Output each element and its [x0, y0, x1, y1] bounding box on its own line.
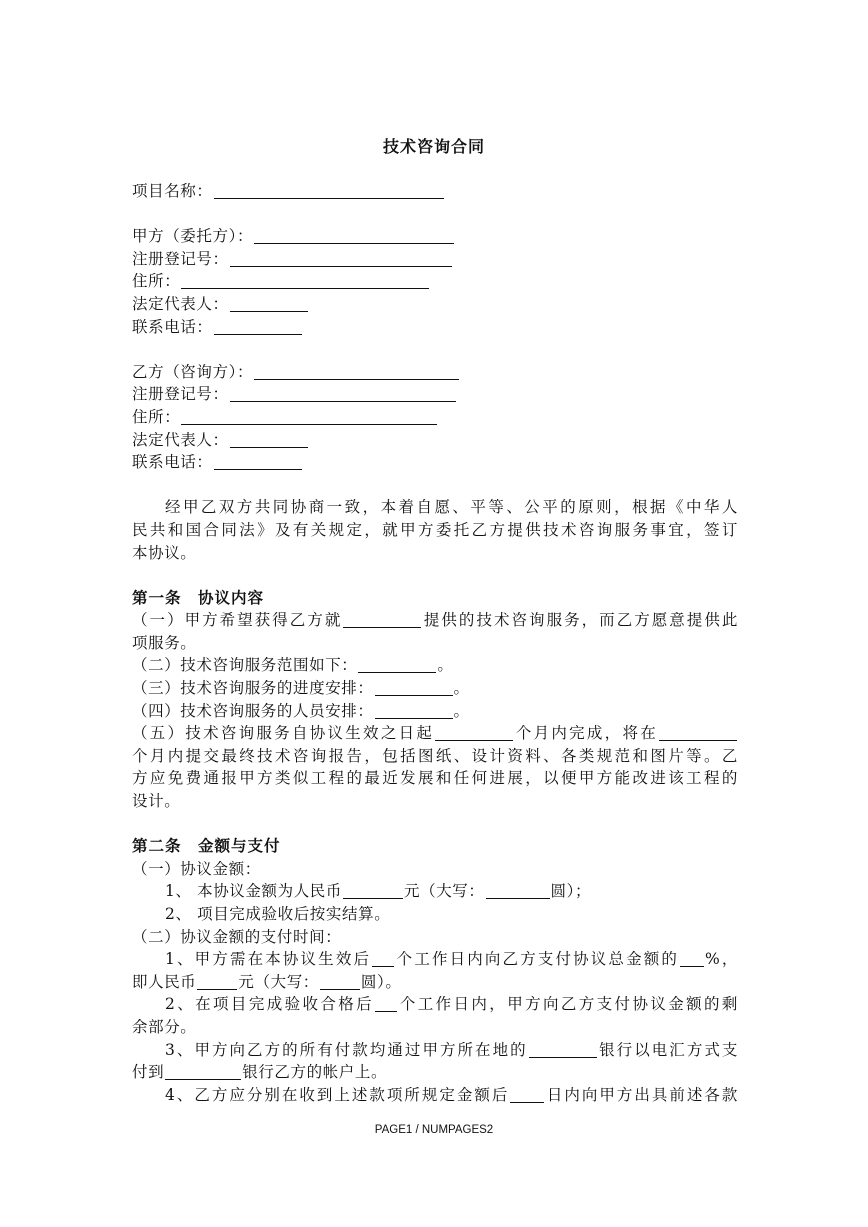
- party-b-rep-label: 法定代表人：: [132, 430, 229, 449]
- text-segment: （一）甲方希望获得乙方就: [132, 611, 343, 630]
- text-segment: 个月内完成，将在: [514, 724, 658, 743]
- party-a-reg-blank[interactable]: [230, 250, 452, 267]
- page-number-footer: PAGE1 / NUMPAGES2: [374, 1124, 494, 1136]
- party-a-phone-blank[interactable]: [214, 318, 302, 335]
- article-1-item-1: [132, 609, 738, 632]
- service-scope-blank[interactable]: [358, 656, 436, 673]
- party-a-address-blank[interactable]: [181, 272, 429, 289]
- article-1-item-5-cont-2: 方应免费通报甲方类似工程的最近发展和任何进展，以便甲方能改进该工程的: [132, 769, 738, 788]
- text-segment: 圆）。: [360, 972, 402, 991]
- party-a-rep-blank[interactable]: [230, 295, 308, 312]
- text-segment: （四）技术咨询服务的人员安排：: [132, 701, 374, 720]
- text-segment: 。: [453, 701, 470, 720]
- article-1-item-5-cont-3: 设计。: [132, 792, 181, 811]
- payment-clause-2: [132, 993, 738, 1016]
- text-segment: 。: [453, 679, 470, 698]
- preamble-line-3: 本协议。: [132, 543, 197, 562]
- text-segment: （五）技术咨询服务自协议生效之日起: [132, 724, 435, 743]
- article-2-section-1: （一）协议金额：: [132, 859, 261, 878]
- text-segment: 。: [437, 656, 454, 675]
- amount-blank[interactable]: [343, 882, 403, 899]
- payment-days-blank[interactable]: [372, 950, 394, 967]
- article-1: [132, 587, 738, 813]
- text-segment: %，: [705, 950, 738, 969]
- payer-bank-blank[interactable]: [529, 1041, 597, 1058]
- article-2-section-1-item-1: [132, 880, 738, 903]
- text-segment: 3、甲方向乙方的所有付款均通过甲方所在地的: [165, 1040, 528, 1059]
- text-segment: 银行乙方的帐户上。: [242, 1063, 388, 1082]
- party-a-address-label: 住所：: [132, 272, 181, 291]
- party-a-block: [132, 225, 738, 338]
- party-a-phone-label: 联系电话：: [132, 317, 213, 336]
- invoice-days-blank[interactable]: [510, 1086, 544, 1103]
- text-segment: 即人民币: [132, 972, 197, 991]
- document-title: 技术咨询合同: [382, 137, 485, 156]
- amount-words-blank[interactable]: [486, 882, 550, 899]
- text-segment: 4、乙方应分别在收到上述款项所规定金额后: [165, 1085, 510, 1104]
- party-b-address-label: 住所：: [132, 407, 181, 426]
- payment-clause-1: [132, 948, 738, 971]
- party-b-name-blank[interactable]: [254, 363, 459, 380]
- text-segment: 1、甲方需在本协议生效后: [165, 950, 372, 969]
- preamble-paragraph: [132, 496, 738, 564]
- staffing-blank[interactable]: [375, 702, 453, 719]
- article-1-item-4: [132, 700, 738, 723]
- document-body: [132, 180, 738, 1106]
- payment-clause-3: [132, 1039, 738, 1062]
- article-1-item-5: [132, 722, 738, 745]
- completion-months-blank[interactable]: [435, 724, 513, 741]
- text-segment: 提供的技术咨询服务，而乙方愿意提供此: [422, 611, 738, 630]
- payment-clause-4: [132, 1084, 738, 1107]
- party-b-rep-blank[interactable]: [230, 431, 308, 448]
- text-segment: （三）技术咨询服务的进度安排：: [132, 679, 374, 698]
- party-b-phone-blank[interactable]: [214, 453, 302, 470]
- payment-clause-2-cont: 余部分。: [132, 1017, 197, 1036]
- final-payment-days-blank[interactable]: [375, 995, 397, 1012]
- text-segment: 日内向甲方出具前述各款: [545, 1085, 738, 1104]
- article-1-item-5-cont-1: 个月内提交最终技术咨询报告，包括图纸、设计资料、各类规范和图片等。乙: [132, 746, 738, 765]
- text-segment: 圆）；: [550, 882, 592, 901]
- party-b-block: [132, 361, 738, 474]
- article-1-item-2: [132, 654, 738, 677]
- article-1-item-3: [132, 677, 738, 700]
- party-b-phone-label: 联系电话：: [132, 453, 213, 472]
- text-segment: 元（大写：: [238, 972, 319, 991]
- party-b-name-label: 乙方（咨询方）：: [132, 362, 254, 381]
- article-1-item-1-cont: 项服务。: [132, 633, 197, 652]
- article-2-section-1-item-2: 2、 项目完成验收后按实结算。: [165, 905, 391, 923]
- article-2: [132, 835, 738, 1106]
- party-a-rep-label: 法定代表人：: [132, 294, 229, 313]
- service-subject-blank[interactable]: [343, 611, 421, 628]
- text-segment: 1、 本协议金额为人民币: [165, 882, 342, 901]
- payment-percent-blank[interactable]: [680, 950, 704, 967]
- payment-clause-1-cont: [132, 971, 738, 994]
- schedule-blank[interactable]: [375, 679, 453, 696]
- text-segment: 个工作日内向乙方支付协议总金额的: [395, 950, 680, 969]
- preamble-line-2: 民共和国合同法》及有关规定，就甲方委托乙方提供技术咨询服务事宜，签订: [132, 520, 738, 539]
- text-segment: 付到: [132, 1063, 165, 1082]
- payee-bank-blank[interactable]: [165, 1063, 241, 1080]
- payment-amount-blank[interactable]: [197, 973, 237, 990]
- project-name-label: 项目名称：: [132, 182, 213, 200]
- article-2-section-2: （二）协议金额的支付时间：: [132, 927, 342, 946]
- article-1-heading: 第一条 协议内容: [132, 587, 265, 607]
- party-a-name-label: 甲方（委托方）：: [132, 227, 254, 246]
- article-2-heading: 第二条 金额与支付: [132, 836, 281, 856]
- payment-clause-3-cont: [132, 1061, 738, 1084]
- party-a-reg-label: 注册登记号：: [132, 249, 229, 268]
- text-segment: （二）技术咨询服务范围如下：: [132, 656, 358, 675]
- party-b-reg-label: 注册登记号：: [132, 385, 229, 404]
- payment-amount-words-blank[interactable]: [320, 973, 360, 990]
- text-segment: 银行以电汇方式支: [597, 1040, 738, 1059]
- text-segment: 个工作日内，甲方向乙方支付协议金额的剩: [398, 995, 738, 1014]
- text-segment: 元（大写：: [404, 882, 485, 901]
- party-b-address-blank[interactable]: [181, 408, 437, 425]
- project-name-line: [132, 180, 738, 203]
- party-b-reg-blank[interactable]: [230, 385, 456, 402]
- preamble-line-1: 经甲乙双方共同协商一致，本着自愿、平等、公平的原则，根据《中华人: [165, 498, 738, 517]
- text-segment: 2、在项目完成验收合格后: [165, 995, 375, 1014]
- report-months-blank[interactable]: [659, 724, 737, 741]
- project-name-blank[interactable]: [214, 182, 444, 199]
- party-a-name-blank[interactable]: [254, 227, 454, 244]
